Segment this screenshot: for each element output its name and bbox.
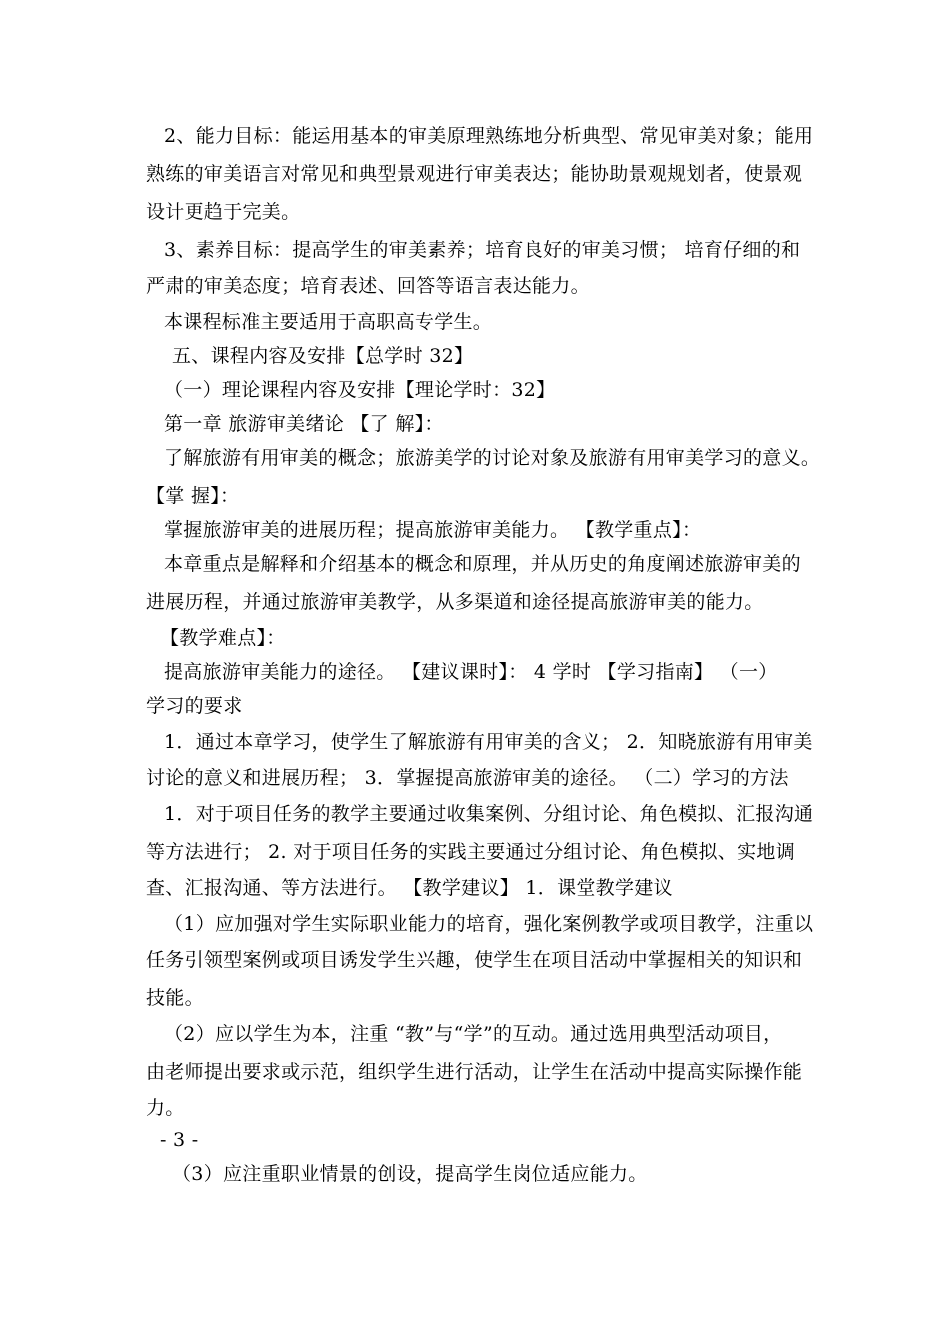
text-line: 1．通过本章学习，使学生了解旅游有用审美的含义； 2．知晓旅游有用审美: [164, 731, 813, 753]
text-line: 2、能力目标：能运用基本的审美原理熟练地分析典型、常见审美对象；能用: [164, 125, 814, 147]
text-line: 了解旅游有用审美的概念；旅游美学的讨论对象及旅游有用审美学习的意义。: [164, 447, 821, 469]
text-line: 本课程标准主要适用于高职高专学生。: [164, 311, 493, 333]
text-line: 严肃的审美态度；培育表述、回答等语言表达能力。: [146, 275, 590, 297]
chapter-heading: 第一章 旅游审美绪论 【了 解】：: [164, 413, 444, 435]
text-line: （2）应以学生为本，注重 “教”与“学”的互动。通过选用典型活动项目，: [164, 1023, 783, 1045]
section-heading: 五、课程内容及安排【总学时 32】: [172, 345, 474, 367]
text-line: 任务引领型案例或项目诱发学生兴趣，使学生在项目活动中掌握相关的知识和: [146, 949, 803, 971]
text-line: 掌握旅游审美的进展历程；提高旅游审美能力。 【教学重点】：: [164, 519, 702, 541]
text-line: 进展历程，并通过旅游审美教学，从多渠道和途径提高旅游审美的能力。: [146, 591, 764, 613]
text-line: 力。: [146, 1097, 185, 1119]
text-line: 等方法进行； 2. 对于项目任务的实践主要通过分组讨论、角色模拟、实地调: [146, 841, 796, 863]
text-line: （3）应注重职业情景的创设，提高学生岗位适应能力。: [172, 1163, 648, 1185]
text-line: 提高旅游审美能力的途径。 【建议课时】： 4 学时 【学习指南】 （一）: [164, 661, 778, 683]
text-line: 熟练的审美语言对常见和典型景观进行审美表达；能协助景观规划者，使景观: [146, 163, 803, 185]
text-line: （1）应加强对学生实际职业能力的培育，强化案例教学或项目教学，注重以: [164, 913, 814, 935]
text-line: 查、汇报沟通、等方法进行。 【教学建议】 1．课堂教学建议: [146, 877, 673, 899]
text-line: 由老师提出要求或示范，组织学生进行活动，让学生在活动中提高实际操作能: [146, 1061, 803, 1083]
text-line: 学习的要求: [146, 695, 243, 717]
text-line: 1．对于项目任务的教学主要通过收集案例、分组讨论、角色模拟、汇报沟通: [164, 803, 814, 825]
text-line: 本章重点是解释和介绍基本的概念和原理，并从历史的角度阐述旅游审美的: [164, 553, 801, 575]
text-line: 【教学难点】：: [160, 627, 286, 649]
text-line: 设计更趋于完美。: [146, 201, 301, 223]
text-line: 技能。: [146, 987, 204, 1009]
page-number: - 3 -: [160, 1129, 199, 1151]
text-line: 【掌 握】：: [146, 485, 240, 507]
subsection-heading: （一）理论课程内容及安排【理论学时：32】: [164, 379, 556, 401]
text-line: 讨论的意义和进展历程； 3．掌握提高旅游审美的途径。 （二）学习的方法: [146, 767, 789, 789]
text-line: 3、素养目标：提高学生的审美素养；培育良好的审美习惯； 培育仔细的和: [164, 239, 801, 261]
